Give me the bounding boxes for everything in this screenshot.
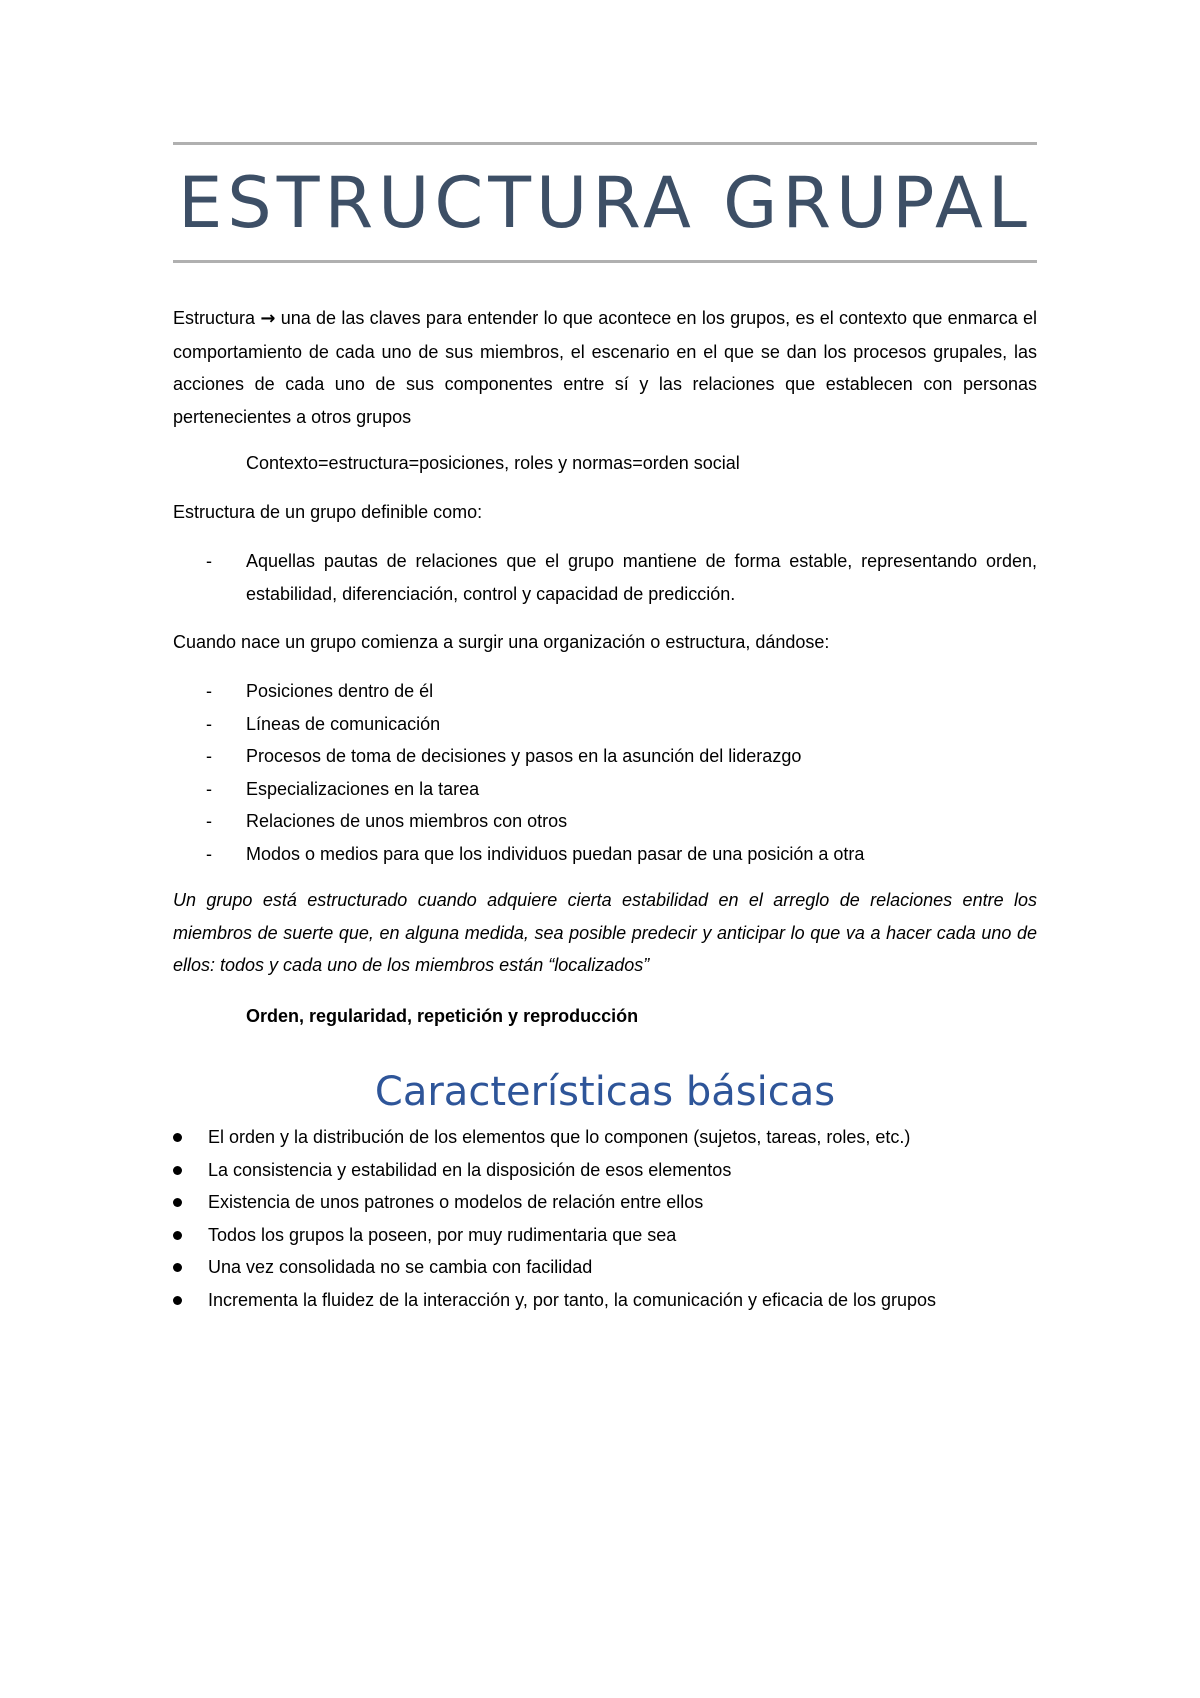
emergence-list bbox=[173, 675, 1037, 870]
list-item bbox=[173, 545, 1037, 610]
list-item bbox=[173, 1251, 1037, 1284]
dash-marker: - bbox=[206, 713, 212, 734]
bullet-icon bbox=[173, 1198, 182, 1207]
list-item bbox=[173, 805, 1037, 838]
bullet-icon bbox=[173, 1263, 182, 1272]
list-item bbox=[173, 1154, 1037, 1187]
list-item-text: Una vez consolidada no se cambia con facilidad bbox=[208, 1257, 593, 1277]
list-item bbox=[173, 1121, 1037, 1154]
arrow-right-icon: → bbox=[260, 308, 276, 329]
list-item bbox=[173, 1219, 1037, 1252]
definition-intro: Estructura de un grupo definible como: bbox=[173, 502, 483, 522]
dash-marker: - bbox=[206, 746, 212, 766]
list-item-text: Relaciones de unos miembros con otros bbox=[246, 811, 568, 831]
italic-paragraph: Un grupo está estructurado cuando adquiere cierta estabilidad en el arreglo de relaciones entre los miembros de suerte que, en alguna medida, sea posible predecir y anticipar lo que va a hacer cada uno de ellos: todos y cada uno de los miembros están “localizados” bbox=[173, 890, 1037, 975]
dash-marker: - bbox=[206, 778, 212, 799]
list-item-text: Posiciones dentro de él bbox=[246, 681, 434, 701]
list-item-text: Incrementa la fluidez de la interacción y, por tanto, la comunicación y eficacia de los grupos bbox=[208, 1289, 937, 1310]
emergence-intro: Cuando nace un grupo comienza a surgir una organización o estructura, dándose: bbox=[173, 632, 830, 652]
list-item-text: Modos o medios para que los individuos puedan pasar de una posición a otra bbox=[246, 843, 865, 864]
bold-line: Orden, regularidad, repetición y reproducción bbox=[246, 1006, 639, 1026]
title-top-rule bbox=[173, 142, 1037, 145]
list-item-text: Todos los grupos la poseen, por muy rudimentaria que sea bbox=[208, 1224, 677, 1245]
document-title: ESTRUCTURA GRUPAL bbox=[178, 162, 1032, 244]
section-heading: Características básicas bbox=[374, 1069, 836, 1115]
title-bottom-rule bbox=[173, 260, 1037, 263]
list-item-text: Procesos de toma de decisiones y pasos en la asunción del liderazgo bbox=[246, 746, 802, 766]
characteristics-list bbox=[173, 1121, 1037, 1316]
dash-marker: - bbox=[206, 811, 212, 831]
list-item bbox=[173, 740, 1037, 773]
bullet-icon bbox=[173, 1296, 182, 1305]
list-item-text: Existencia de unos patrones o modelos de relación entre ellos bbox=[208, 1192, 704, 1212]
bullet-icon bbox=[173, 1166, 182, 1175]
list-item bbox=[173, 838, 1037, 871]
list-item bbox=[173, 675, 1037, 708]
dash-marker: - bbox=[206, 681, 212, 701]
list-item-text: Especializaciones en la tarea bbox=[246, 778, 480, 799]
intro-term: Estructura bbox=[173, 308, 256, 328]
formula-line: Contexto=estructura=posiciones, roles y normas=orden social bbox=[246, 453, 740, 473]
list-item bbox=[173, 1284, 1037, 1317]
bullet-icon bbox=[173, 1133, 182, 1142]
list-item-text: Líneas de comunicación bbox=[246, 713, 441, 734]
intro-paragraph bbox=[173, 302, 1037, 433]
list-item-text: La consistencia y estabilidad en la disposición de esos elementos bbox=[208, 1159, 732, 1180]
list-item bbox=[173, 708, 1037, 741]
list-item bbox=[173, 1186, 1037, 1219]
list-item-text: El orden y la distribución de los elementos que lo componen (sujetos, tareas, roles, etc.) bbox=[208, 1127, 911, 1147]
list-item bbox=[173, 773, 1037, 806]
dash-marker: - bbox=[206, 551, 212, 571]
definition-list bbox=[173, 545, 1037, 610]
dash-marker: - bbox=[206, 843, 212, 864]
bullet-icon bbox=[173, 1231, 182, 1240]
intro-text: una de las claves para entender lo que acontece en los grupos, es el contexto que enmarca el comportamiento de cada uno de sus miembros, el escenario en el que se dan los procesos grupales, las acciones de cada uno de sus componentes entre sí y las relaciones que establecen con personas pertenecientes a otros grupos bbox=[173, 308, 1037, 427]
list-item-text: Aquellas pautas de relaciones que el grupo mantiene de forma estable, representando orden, estabilidad, diferenciación, control y capacidad de predicción. bbox=[246, 551, 1037, 604]
